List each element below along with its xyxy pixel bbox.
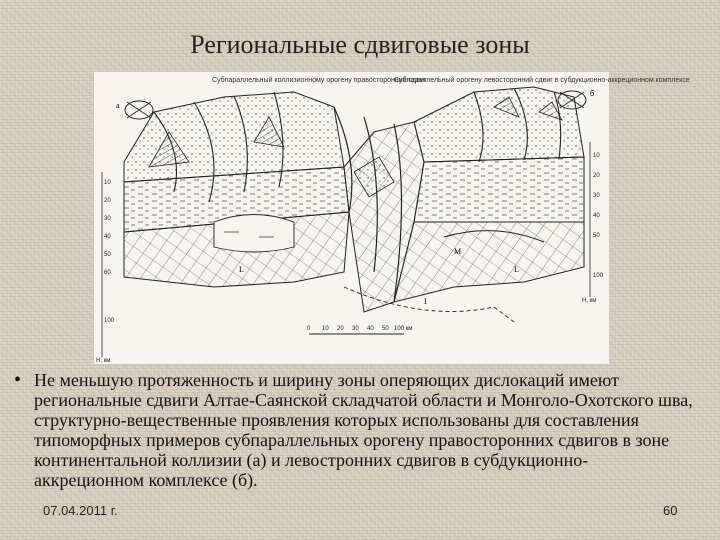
label-M: M — [454, 247, 462, 256]
scale-bar — [307, 326, 412, 334]
footer-date: 07.04.2011 г. — [43, 503, 118, 518]
scale-tick: 50 — [382, 326, 389, 332]
left-tick: 40 — [104, 234, 111, 240]
slide-title: Региональные сдвиговые зоны — [190, 30, 530, 59]
caption-right: Субпараллельный орогену левосторонний сдвиг в субдукционно-аккреционном комплексе — [394, 77, 690, 84]
label-I: I — [424, 297, 427, 306]
left-tick: 20 — [104, 198, 111, 204]
scale-tick: 10 — [322, 326, 329, 332]
label-L-right: L — [514, 265, 519, 274]
scale-tick: 100 км — [394, 326, 413, 332]
cross-section-drawing — [94, 72, 690, 364]
bullet-marker: • — [14, 369, 22, 391]
right-tick: 40 — [593, 213, 600, 219]
scale-tick: 20 — [337, 326, 344, 332]
panel-label-b: б — [590, 89, 595, 98]
scale-tick: 30 — [352, 326, 359, 332]
left-tick: 60 — [104, 270, 111, 276]
right-tick: 10 — [593, 153, 600, 159]
panel-label-a: а — [116, 101, 120, 110]
left-tick: 10 — [104, 180, 111, 186]
page-number: 60 — [663, 503, 678, 518]
left-tick: 50 — [104, 252, 111, 258]
left-block-a — [124, 92, 349, 287]
right-depth-axis — [582, 142, 604, 304]
scale-tick: 0 — [307, 326, 311, 332]
left-depth-axis — [96, 172, 115, 364]
right-tick: 30 — [593, 193, 600, 199]
left-axis-label: H, км — [96, 358, 111, 364]
right-axis-label: H, км — [582, 298, 597, 304]
left-tick: 100 — [104, 318, 115, 324]
caption-left: Субпараллельный коллизионному орогену правосторонний сдвиг — [212, 77, 427, 84]
label-L-left: L — [239, 265, 244, 274]
right-tick: 100 — [593, 273, 604, 279]
bullet-text: Не меньшую протяженность и ширину зоны оперяющих дислокаций имеют региональные сдвиги Алтае-Саянской складчатой области и Монголо-Охотского шва, структурно-вещественные проявления которых использованы для составления типоморфных примеров субпараллельных орогену правосторонних сдвигов в зоне континентальной коллизии (а) и левостронних сдвигов в субдукционно-аккреционном комплексе (б). — [34, 370, 693, 490]
stress-ellipse-icon-a — [116, 101, 153, 119]
geological-cross-section-figure — [93, 71, 690, 365]
scale-tick: 40 — [367, 326, 374, 332]
right-tick: 50 — [593, 233, 600, 239]
right-tick: 20 — [593, 173, 600, 179]
left-tick: 30 — [104, 216, 111, 222]
